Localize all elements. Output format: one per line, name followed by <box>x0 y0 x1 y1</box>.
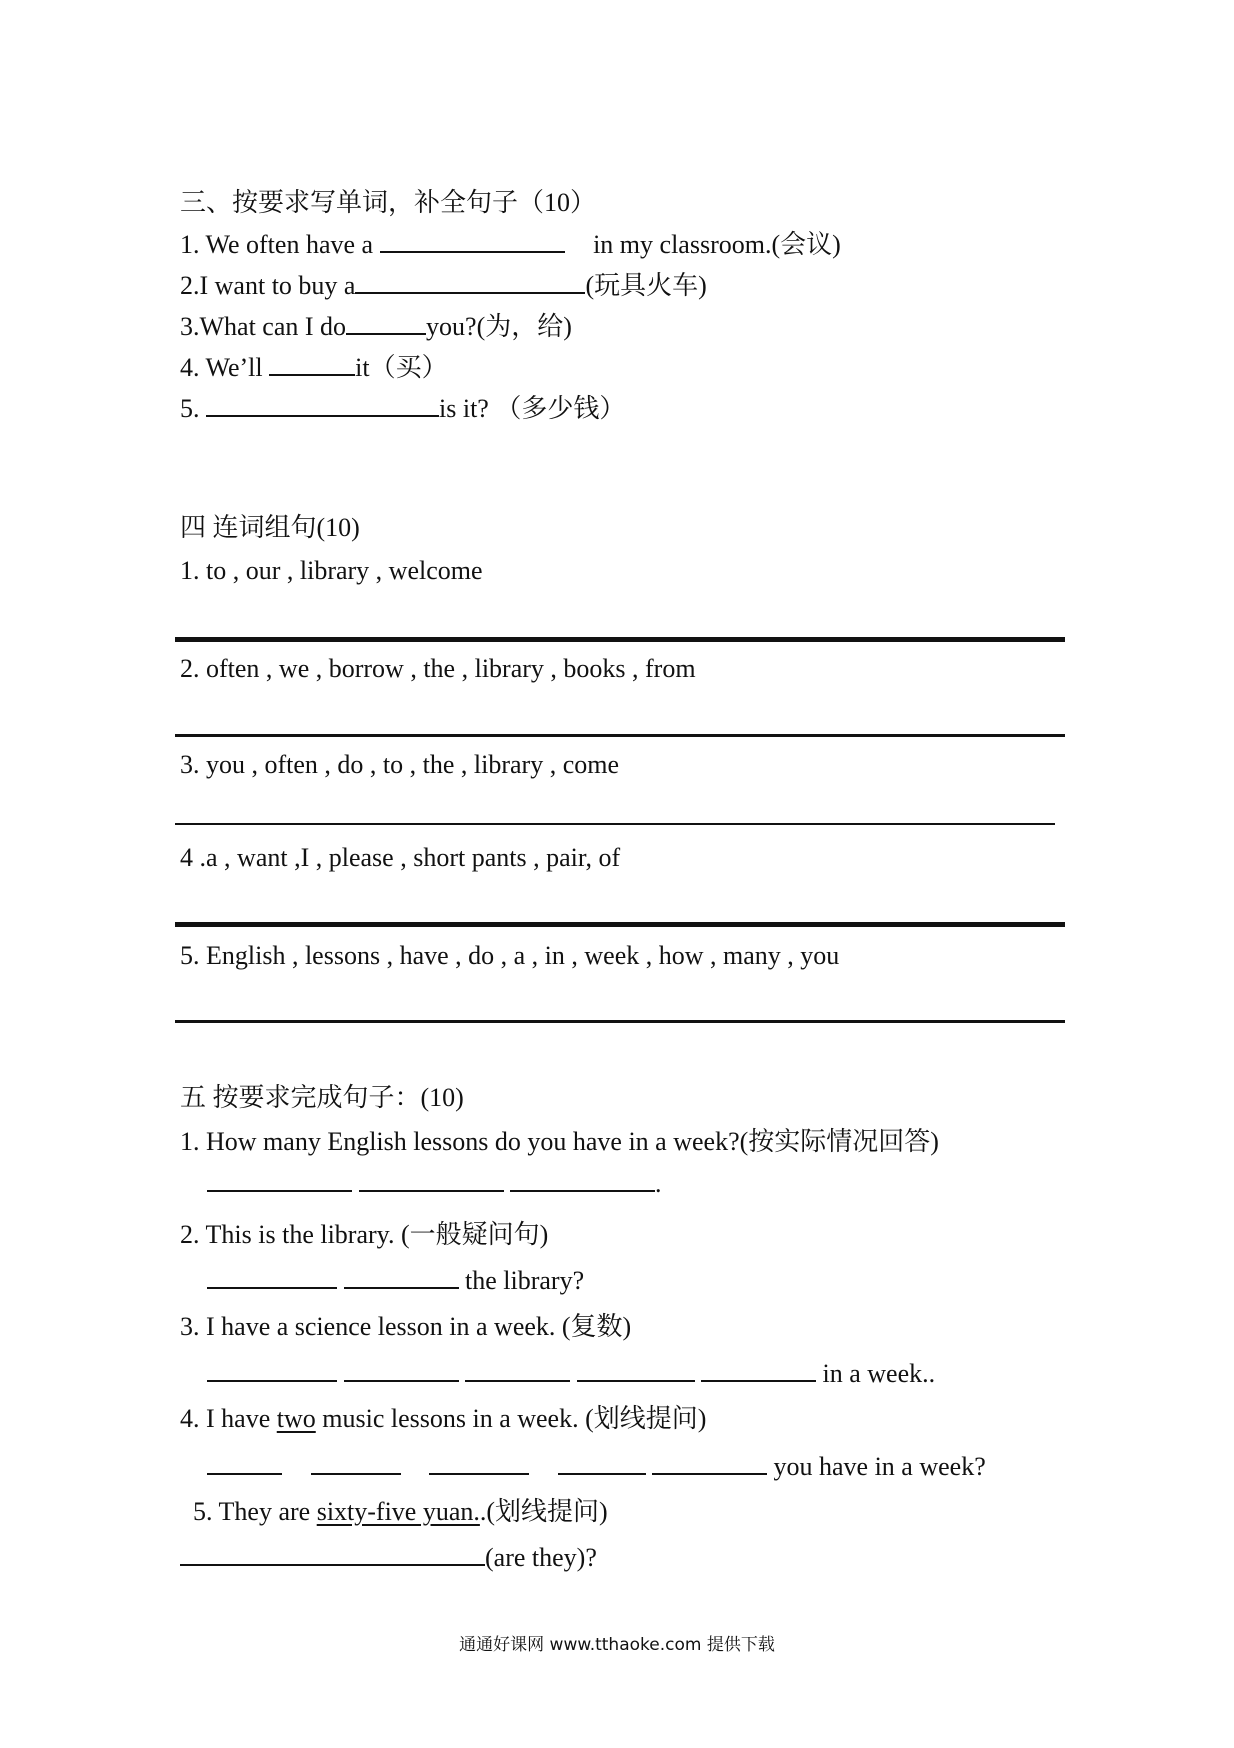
answer-blank[interactable] <box>577 1358 695 1382</box>
s5-answer-5: (are they)? <box>180 1542 597 1573</box>
answer-blank[interactable] <box>359 1168 504 1192</box>
s5-answer-2: the library? <box>207 1265 584 1296</box>
answer-blank[interactable] <box>510 1168 655 1192</box>
answer-blank[interactable] <box>346 311 426 335</box>
s4-question-1: 1. to , our , library , welcome <box>180 556 483 585</box>
s5-answer-1: . <box>207 1168 662 1199</box>
answer-blank[interactable] <box>207 1451 282 1475</box>
answer-line[interactable] <box>175 637 1065 642</box>
answer-blank[interactable] <box>355 270 585 294</box>
s4-question-2: 2. often , we , borrow , the , library , books , from <box>180 654 696 683</box>
s3-question-3: 3.What can I do you?(为，给) <box>180 312 572 341</box>
footer-credit: 通通好课网 www.tthaoke.com 提供下载 <box>459 1635 775 1655</box>
answer-blank[interactable] <box>558 1451 646 1475</box>
answer-line[interactable] <box>175 922 1065 927</box>
s3-question-5: 5. is it? （多少钱） <box>180 394 626 423</box>
underlined-word: two <box>276 1404 316 1433</box>
section5-title: 五 按要求完成句子：(10) <box>180 1083 464 1112</box>
s3-question-2: 2.I want to buy a (玩具火车) <box>180 271 707 300</box>
answer-blank[interactable] <box>180 1542 485 1566</box>
answer-blank[interactable] <box>701 1358 816 1382</box>
answer-blank[interactable] <box>269 352 355 376</box>
s5-question-5: 5. They are sixty-five yuan..(划线提问) <box>193 1497 608 1526</box>
s4-question-4: 4 .a , want ,I , please , short pants , pair, of <box>180 843 621 872</box>
s5-question-4: 4. I have two music lessons in a week. (划线提问) <box>180 1404 707 1433</box>
s3-question-1: 1. We often have a in my classroom.(会议) <box>180 230 841 259</box>
answer-blank[interactable] <box>311 1451 401 1475</box>
answer-blank[interactable] <box>380 229 565 253</box>
answer-blank[interactable] <box>465 1358 570 1382</box>
s5-question-2: 2. This is the library. (一般疑问句) <box>180 1220 549 1249</box>
answer-blank[interactable] <box>207 1168 352 1192</box>
s5-question-3: 3. I have a science lesson in a week. (复数) <box>180 1312 632 1341</box>
underlined-phrase: sixty-five yuan. <box>316 1497 480 1526</box>
s5-answer-3: in a week.. <box>207 1358 935 1389</box>
answer-line[interactable] <box>175 734 1065 737</box>
answer-blank[interactable] <box>652 1451 767 1475</box>
answer-blank[interactable] <box>429 1451 529 1475</box>
s5-question-1: 1. How many English lessons do you have in a week?(按实际情况回答) <box>180 1127 939 1156</box>
answer-blank[interactable] <box>207 1265 337 1289</box>
section3-title: 三、按要求写单词，补全句子（10） <box>180 188 597 217</box>
answer-line[interactable] <box>175 1020 1065 1023</box>
answer-blank[interactable] <box>344 1358 459 1382</box>
answer-blank[interactable] <box>206 393 439 417</box>
s5-answer-4: you have in a week? <box>207 1451 986 1482</box>
section4-title: 四 连词组句(10) <box>180 513 360 542</box>
answer-blank[interactable] <box>207 1358 337 1382</box>
s4-question-3: 3. you , often , do , to , the , library , come <box>180 750 620 779</box>
s4-question-5: 5. English , lessons , have , do , a , in , week , how , many , you <box>180 941 840 970</box>
s3-question-4: 4. We’ll it（买） <box>180 353 448 382</box>
answer-blank[interactable] <box>344 1265 459 1289</box>
answer-line[interactable] <box>175 823 1055 825</box>
